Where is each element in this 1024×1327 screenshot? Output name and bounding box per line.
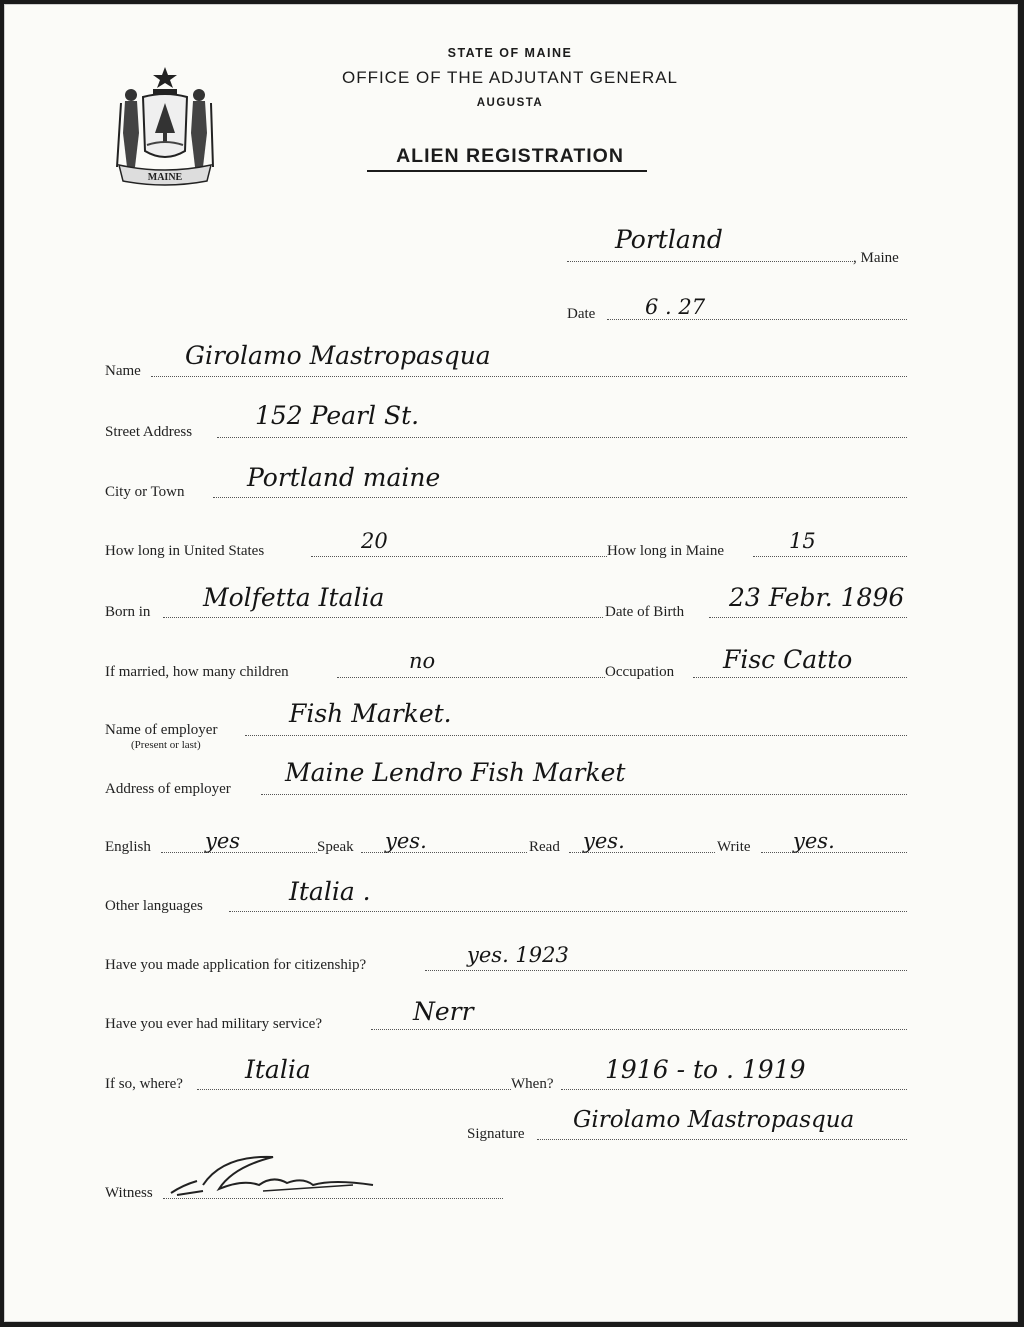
city-line [213,497,907,498]
citizenship-line [425,970,907,971]
when-value: 1916 - to . 1919 [605,1055,806,1084]
employer-address-line [261,794,907,795]
maine-state-seal-icon [109,63,221,187]
place-line [567,261,853,262]
name-line [151,376,907,377]
city-label: City or Town [105,484,185,500]
place-value: Portland [615,225,723,254]
read-value: yes. [583,829,625,853]
speak-label: Speak [317,839,354,855]
speak-value: yes. [385,829,427,853]
dob-line [709,617,907,618]
where-line [197,1089,511,1090]
occupation-line [693,677,907,678]
military-value: Nerr [413,997,474,1026]
name-value: Girolamo Mastropasqua [185,341,491,370]
other-languages-label: Other languages [105,898,203,914]
employer-label: Name of employer [105,722,218,738]
citizenship-value: yes. 1923 [467,943,569,967]
employer-line [245,735,907,736]
citizenship-label: Have you made application for citizenship? [105,957,367,973]
signature-line [537,1139,907,1140]
seal-label: MAINE [147,172,183,183]
employer-address-label: Address of employer [105,781,231,797]
city-value: Portland maine [247,463,441,492]
read-label: Read [529,839,560,855]
english-value: yes [205,829,241,853]
born-in-label: Born in [105,604,151,620]
children-value: no [409,649,436,673]
registration-form-sheet [4,4,1018,1322]
born-in-value: Molfetta Italia [203,583,385,612]
employer-address-value: Maine Lendro Fish Market [285,758,626,787]
us-years-label: How long in United States [105,543,265,559]
when-label: When? [511,1076,554,1092]
occupation-value: Fisc Catto [723,645,853,674]
maine-years-value: 15 [789,529,816,553]
children-label: If married, how many children [105,664,289,680]
signature-value: Girolamo Mastropasqua [573,1107,855,1133]
title-underline [367,170,647,172]
other-languages-value: Italia . [289,877,371,906]
us-years-line [311,556,607,557]
employer-sublabel: (Present or last) [131,739,201,751]
maine-years-line [753,556,907,557]
employer-value: Fish Market. [289,699,452,728]
header-state: STATE OF MAINE [447,46,573,60]
header-city: AUGUSTA [476,97,544,109]
street-value: 152 Pearl St. [255,401,420,430]
write-value: yes. [793,829,835,853]
form-title: ALIEN REGISTRATION [396,145,624,167]
witness-signature-mark [163,1145,383,1205]
children-line [337,677,605,678]
military-label: Have you ever had military service? [105,1016,322,1032]
signature-label: Signature [467,1126,525,1142]
military-line [371,1029,907,1030]
place-suffix: , Maine [853,250,899,266]
dob-label: Date of Birth [605,604,685,620]
occupation-label: Occupation [605,664,675,680]
where-value: Italia [245,1055,311,1084]
english-label: English [105,839,151,855]
street-label: Street Address [105,424,193,440]
date-label: Date [567,306,596,322]
where-label: If so, where? [105,1076,183,1092]
write-label: Write [717,839,751,855]
date-line [607,319,907,320]
header-office: OFFICE OF THE ADJUTANT GENERAL [341,68,679,87]
date-value: 6 . 27 [645,295,706,319]
dob-value: 23 Febr. 1896 [729,583,905,612]
street-line [217,437,907,438]
witness-label: Witness [105,1185,153,1201]
born-in-line [163,617,603,618]
name-label: Name [105,363,141,379]
when-line [561,1089,907,1090]
other-languages-line [229,911,907,912]
maine-years-label: How long in Maine [607,543,725,559]
us-years-value: 20 [361,529,388,553]
